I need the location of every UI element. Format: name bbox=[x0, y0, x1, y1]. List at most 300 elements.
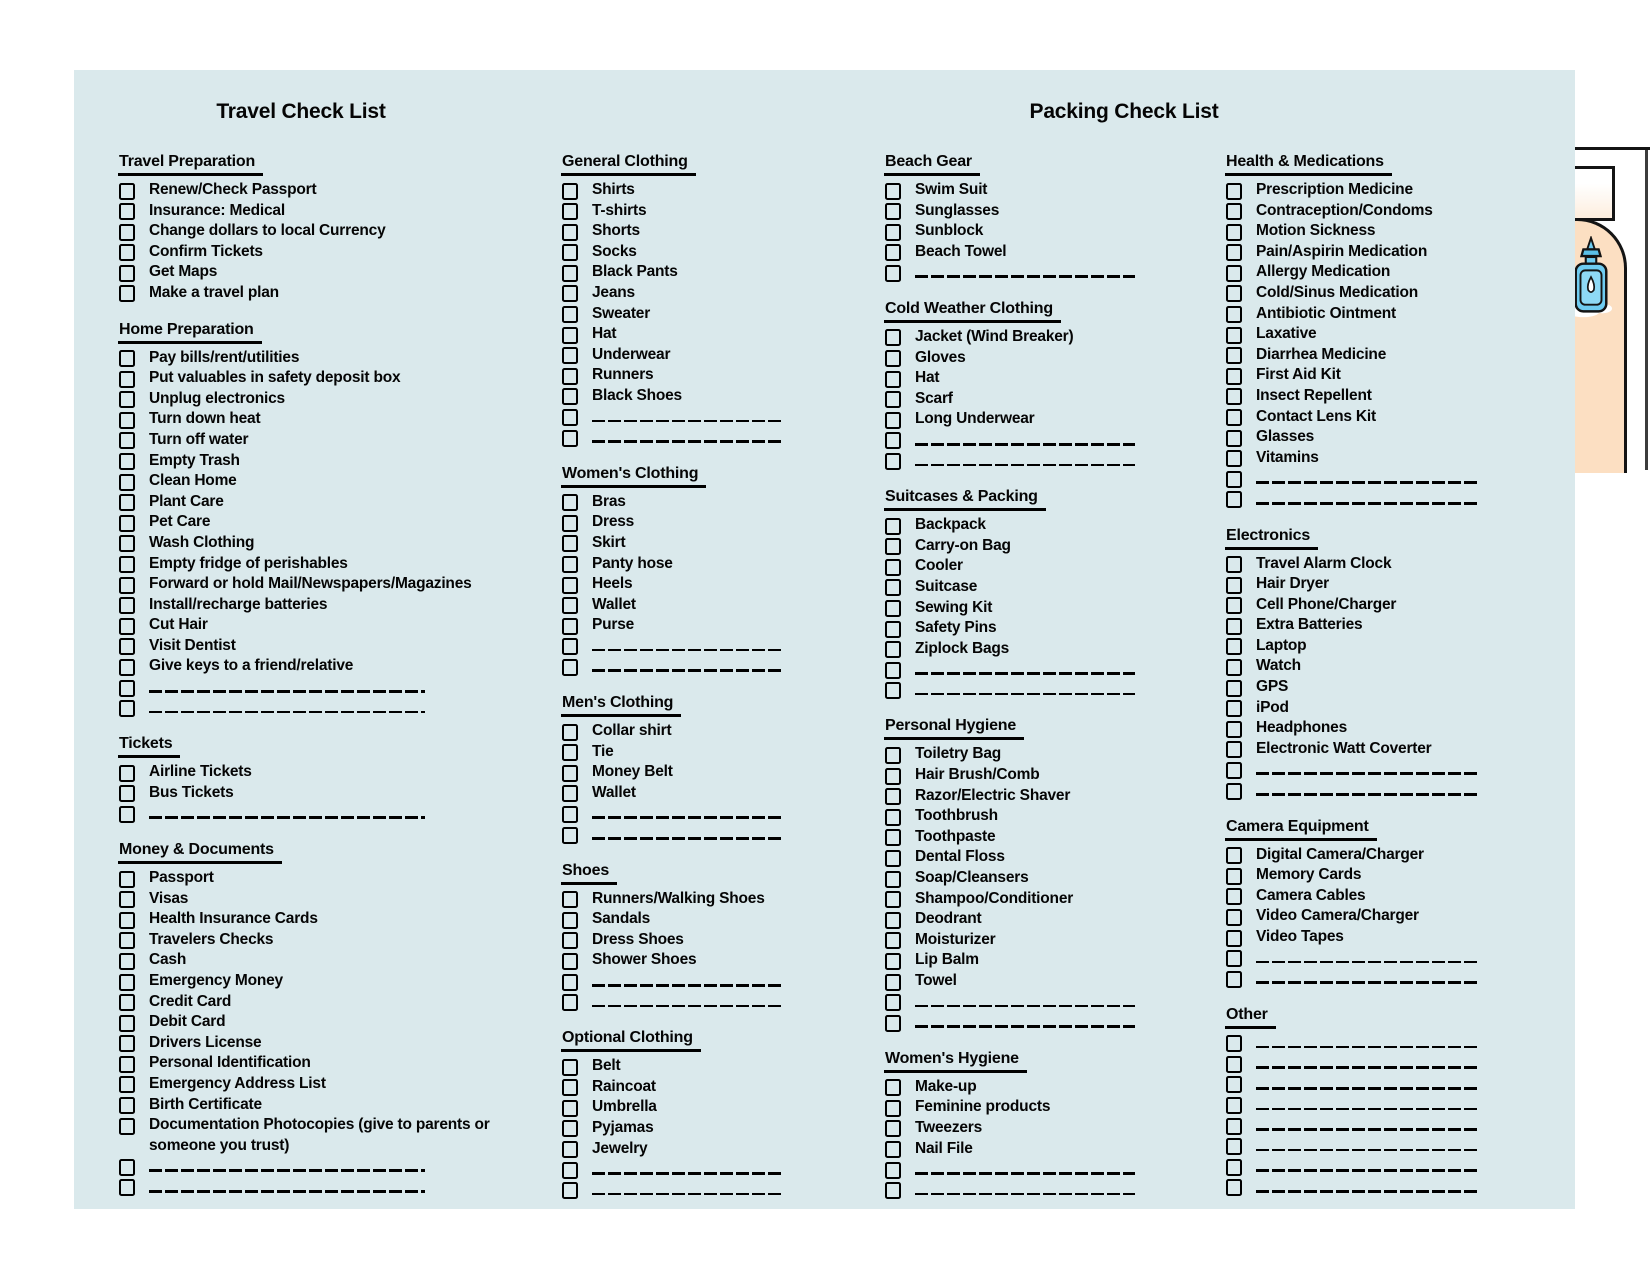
checklist-panel bbox=[74, 70, 1575, 1209]
checklist-item bbox=[118, 348, 538, 369]
checklist-item bbox=[561, 180, 823, 201]
checkbox-icon[interactable] bbox=[119, 932, 135, 949]
item-label: Toothbrush bbox=[915, 807, 998, 825]
checkbox-icon[interactable] bbox=[119, 680, 135, 697]
checkbox-icon[interactable] bbox=[1226, 244, 1242, 261]
checkbox-icon[interactable] bbox=[119, 432, 135, 449]
checklist-item bbox=[561, 1139, 823, 1160]
item-label: Cooler bbox=[915, 557, 963, 575]
checkbox-icon[interactable] bbox=[885, 203, 901, 220]
checkbox-icon[interactable] bbox=[562, 430, 578, 447]
checkbox-icon[interactable] bbox=[119, 974, 135, 991]
checkbox-icon[interactable] bbox=[562, 932, 578, 949]
checkbox-icon[interactable] bbox=[119, 953, 135, 970]
checklist-item bbox=[118, 533, 538, 554]
checklist-item bbox=[1225, 845, 1507, 866]
checkbox-icon[interactable] bbox=[885, 538, 901, 555]
checkbox-icon[interactable] bbox=[119, 183, 135, 200]
checkbox-icon[interactable] bbox=[885, 371, 901, 388]
checkbox-icon[interactable] bbox=[885, 518, 901, 535]
item-label: Pain/Aspirin Medication bbox=[1256, 242, 1428, 260]
fill-in-blank-line bbox=[1256, 1169, 1478, 1172]
checkbox-icon[interactable] bbox=[562, 806, 578, 823]
checkbox-icon[interactable] bbox=[562, 183, 578, 200]
checkbox-icon[interactable] bbox=[1226, 638, 1242, 655]
checkbox-icon[interactable] bbox=[562, 659, 578, 676]
checklist-item bbox=[118, 868, 538, 889]
checkbox-icon[interactable] bbox=[885, 747, 901, 764]
blank-checklist-item bbox=[884, 1180, 1156, 1201]
item-label: Dental Floss bbox=[915, 848, 1005, 866]
item-label: Headphones bbox=[1256, 719, 1348, 737]
blank-checklist-item bbox=[1225, 1177, 1507, 1198]
checkbox-icon[interactable] bbox=[119, 224, 135, 241]
section bbox=[561, 464, 823, 677]
item-label: Nail File bbox=[915, 1139, 973, 1157]
checkbox-icon[interactable] bbox=[119, 1035, 135, 1052]
item-label: Dress bbox=[592, 513, 635, 531]
checklist-item bbox=[118, 1033, 538, 1054]
checkbox-icon[interactable] bbox=[1226, 950, 1242, 967]
checkbox-icon[interactable] bbox=[885, 1100, 901, 1117]
checkbox-icon[interactable] bbox=[885, 183, 901, 200]
item-label: Jacket (Wind Breaker) bbox=[915, 327, 1074, 345]
checkbox-icon[interactable] bbox=[562, 556, 578, 573]
checklist-item bbox=[1225, 636, 1507, 657]
fill-in-blank-line bbox=[592, 440, 783, 443]
checkbox-icon[interactable] bbox=[885, 912, 901, 929]
item-label: Runners bbox=[592, 366, 654, 384]
item-label: iPod bbox=[1256, 698, 1289, 716]
checkbox-icon[interactable] bbox=[1226, 597, 1242, 614]
checkbox-icon[interactable] bbox=[562, 388, 578, 405]
checkbox-icon[interactable] bbox=[119, 1097, 135, 1114]
checkbox-icon[interactable] bbox=[885, 1162, 901, 1179]
checkbox-icon[interactable] bbox=[885, 329, 901, 346]
checkbox-icon[interactable] bbox=[562, 1141, 578, 1158]
checkbox-icon[interactable] bbox=[119, 638, 135, 655]
item-label: Money Belt bbox=[592, 763, 673, 781]
checkbox-icon[interactable] bbox=[562, 1182, 578, 1199]
item-label: Long Underwear bbox=[915, 410, 1035, 428]
checkbox-icon[interactable] bbox=[885, 559, 901, 576]
checkbox-icon[interactable] bbox=[119, 244, 135, 261]
checkbox-icon[interactable] bbox=[119, 806, 135, 823]
checkbox-icon[interactable] bbox=[119, 453, 135, 470]
item-label: Allergy Medication bbox=[1256, 263, 1391, 281]
checkbox-icon[interactable] bbox=[119, 515, 135, 532]
fill-in-blank-line bbox=[1256, 1128, 1478, 1131]
section bbox=[884, 1049, 1156, 1201]
checkbox-icon[interactable] bbox=[562, 327, 578, 344]
blank-checklist-item bbox=[561, 407, 823, 428]
checkbox-icon[interactable] bbox=[119, 871, 135, 888]
checklist-item bbox=[1225, 698, 1507, 719]
checkbox-icon[interactable] bbox=[562, 1059, 578, 1076]
checkbox-icon[interactable] bbox=[562, 409, 578, 426]
item-label: Drivers License bbox=[149, 1033, 262, 1051]
fill-in-blank-line bbox=[592, 816, 783, 819]
checkbox-icon[interactable] bbox=[885, 224, 901, 241]
item-label: T-shirts bbox=[592, 201, 647, 219]
checkbox-icon[interactable] bbox=[885, 891, 901, 908]
checkbox-icon[interactable] bbox=[885, 788, 901, 805]
checkbox-icon[interactable] bbox=[1226, 1076, 1242, 1093]
checkbox-icon[interactable] bbox=[562, 765, 578, 782]
fill-in-blank-line bbox=[1256, 793, 1478, 796]
checkbox-icon[interactable] bbox=[1226, 430, 1242, 447]
checkbox-icon[interactable] bbox=[119, 994, 135, 1011]
checkbox-icon[interactable] bbox=[562, 203, 578, 220]
checkbox-icon[interactable] bbox=[562, 1120, 578, 1137]
fill-in-blank-line bbox=[1256, 1149, 1478, 1152]
blank-checklist-item bbox=[884, 1159, 1156, 1180]
checkbox-icon[interactable] bbox=[1226, 783, 1242, 800]
checkbox-icon[interactable] bbox=[119, 494, 135, 511]
item-label: Deodrant bbox=[915, 910, 982, 928]
checkbox-icon[interactable] bbox=[562, 974, 578, 991]
checklist-item bbox=[561, 386, 823, 407]
checkbox-icon[interactable] bbox=[119, 285, 135, 302]
item-label: Bus Tickets bbox=[149, 783, 234, 801]
checklist-item bbox=[118, 389, 538, 410]
checklist-item bbox=[561, 304, 823, 325]
fill-in-blank-line bbox=[1256, 1066, 1478, 1069]
checkbox-icon[interactable] bbox=[885, 809, 901, 826]
checklist-item bbox=[884, 598, 1156, 619]
item-label: Plant Care bbox=[149, 492, 224, 510]
item-label: Personal Identification bbox=[149, 1054, 311, 1072]
checkbox-icon[interactable] bbox=[1226, 183, 1242, 200]
checkbox-icon[interactable] bbox=[885, 1015, 901, 1032]
item-label: Sunglasses bbox=[915, 201, 1000, 219]
checkbox-icon[interactable] bbox=[119, 597, 135, 614]
section-title: Beach Gear bbox=[884, 152, 980, 176]
checkbox-icon[interactable] bbox=[119, 474, 135, 491]
checkbox-icon[interactable] bbox=[1226, 1118, 1242, 1135]
checkbox-icon[interactable] bbox=[1226, 450, 1242, 467]
checkbox-icon[interactable] bbox=[1226, 577, 1242, 594]
item-label: Dress Shoes bbox=[592, 930, 684, 948]
blank-checklist-item bbox=[1225, 968, 1507, 989]
checkbox-icon[interactable] bbox=[562, 224, 578, 241]
checkbox-icon[interactable] bbox=[1226, 491, 1242, 508]
item-label: Feminine products bbox=[915, 1098, 1051, 1116]
item-label: Insect Repellent bbox=[1256, 386, 1372, 404]
blank-checklist-item bbox=[1225, 1074, 1507, 1095]
section bbox=[561, 861, 823, 1013]
checkbox-icon[interactable] bbox=[119, 659, 135, 676]
checkbox-icon[interactable] bbox=[562, 827, 578, 844]
item-label: Digital Camera/Charger bbox=[1256, 845, 1424, 863]
item-label: Sewing Kit bbox=[915, 598, 993, 616]
checkbox-icon[interactable] bbox=[1226, 306, 1242, 323]
checkbox-icon[interactable] bbox=[562, 347, 578, 364]
item-label: Beach Towel bbox=[915, 242, 1007, 260]
checkbox-icon[interactable] bbox=[885, 350, 901, 367]
item-label: Moisturizer bbox=[915, 930, 996, 948]
checkbox-icon[interactable] bbox=[885, 391, 901, 408]
checkbox-icon[interactable] bbox=[1226, 327, 1242, 344]
item-label: Shorts bbox=[592, 222, 640, 240]
item-label: Change dollars to local Currency bbox=[149, 222, 386, 240]
blank-checklist-item bbox=[884, 430, 1156, 451]
checkbox-icon[interactable] bbox=[562, 912, 578, 929]
checklist-item bbox=[1225, 221, 1507, 242]
checkbox-icon[interactable] bbox=[1226, 265, 1242, 282]
checkbox-icon[interactable] bbox=[562, 994, 578, 1011]
checkbox-icon[interactable] bbox=[1226, 368, 1242, 385]
checkbox-icon[interactable] bbox=[885, 768, 901, 785]
checkbox-icon[interactable] bbox=[1226, 556, 1242, 573]
checkbox-icon[interactable] bbox=[1226, 203, 1242, 220]
checkbox-icon[interactable] bbox=[119, 412, 135, 429]
checkbox-icon[interactable] bbox=[119, 371, 135, 388]
fill-in-blank-line bbox=[1256, 1108, 1478, 1111]
item-label: Pet Care bbox=[149, 513, 211, 531]
checkbox-icon[interactable] bbox=[562, 597, 578, 614]
item-label: Contact Lens Kit bbox=[1256, 407, 1376, 425]
checkbox-icon[interactable] bbox=[562, 244, 578, 261]
checkbox-icon[interactable] bbox=[562, 368, 578, 385]
checkbox-icon[interactable] bbox=[885, 953, 901, 970]
checkbox-icon[interactable] bbox=[1226, 659, 1242, 676]
item-label: Renew/Check Passport bbox=[149, 181, 317, 198]
checkbox-icon[interactable] bbox=[1226, 930, 1242, 947]
checkbox-icon[interactable] bbox=[885, 994, 901, 1011]
fill-in-blank-line bbox=[149, 711, 425, 714]
checkbox-icon[interactable] bbox=[885, 1120, 901, 1137]
blank-checklist-item bbox=[561, 656, 823, 677]
checkbox-icon[interactable] bbox=[885, 871, 901, 888]
checkbox-icon[interactable] bbox=[562, 891, 578, 908]
checklist-item bbox=[884, 744, 1156, 765]
fill-in-blank-line bbox=[1256, 481, 1478, 484]
checkbox-icon[interactable] bbox=[119, 891, 135, 908]
item-label: Contraception/Condoms bbox=[1256, 201, 1433, 219]
item-label: Antibiotic Ointment bbox=[1256, 304, 1396, 322]
checkbox-icon[interactable] bbox=[119, 1179, 135, 1196]
item-label: Visas bbox=[149, 889, 189, 907]
checkbox-icon[interactable] bbox=[119, 700, 135, 717]
fill-in-blank-line bbox=[1256, 1190, 1478, 1193]
blank-checklist-item bbox=[884, 451, 1156, 472]
blank-checklist-item bbox=[884, 1012, 1156, 1033]
section-title: General Clothing bbox=[561, 152, 696, 176]
checkbox-icon[interactable] bbox=[885, 579, 901, 596]
checkbox-icon[interactable] bbox=[562, 618, 578, 635]
checkbox-icon[interactable] bbox=[119, 265, 135, 282]
checklist-item bbox=[118, 574, 538, 595]
checklist-item bbox=[118, 992, 538, 1013]
checkbox-icon[interactable] bbox=[885, 932, 901, 949]
checkbox-icon[interactable] bbox=[885, 265, 901, 282]
section bbox=[118, 152, 538, 304]
checkbox-icon[interactable] bbox=[885, 621, 901, 638]
checkbox-icon[interactable] bbox=[1226, 409, 1242, 426]
checklist-item bbox=[561, 615, 823, 636]
checkbox-icon[interactable] bbox=[119, 1159, 135, 1176]
checkbox-icon[interactable] bbox=[885, 1182, 901, 1199]
checklist-item bbox=[118, 492, 538, 513]
checklist-item bbox=[561, 221, 823, 242]
checkbox-icon[interactable] bbox=[1226, 1138, 1242, 1155]
checkbox-icon[interactable] bbox=[119, 1015, 135, 1032]
blank-checklist-item bbox=[1225, 489, 1507, 510]
checkbox-icon[interactable] bbox=[562, 724, 578, 741]
item-label: Sandals bbox=[592, 910, 651, 928]
checkbox-icon[interactable] bbox=[1226, 741, 1242, 758]
checkbox-icon[interactable] bbox=[885, 682, 901, 699]
checkbox-icon[interactable] bbox=[1226, 1056, 1242, 1073]
checklist-item bbox=[884, 909, 1156, 930]
checkbox-icon[interactable] bbox=[562, 285, 578, 302]
blank-checklist-item bbox=[1225, 948, 1507, 969]
checklist-item bbox=[884, 368, 1156, 389]
blank-checklist-item bbox=[1225, 1033, 1507, 1054]
checkbox-icon[interactable] bbox=[562, 1100, 578, 1117]
blank-checklist-item bbox=[118, 1156, 538, 1177]
blank-checklist-item bbox=[1225, 1053, 1507, 1074]
checkbox-icon[interactable] bbox=[562, 515, 578, 532]
checkbox-icon[interactable] bbox=[119, 577, 135, 594]
checkbox-icon[interactable] bbox=[885, 662, 901, 679]
item-label: Tie bbox=[592, 742, 614, 760]
checklist-item bbox=[561, 324, 823, 345]
checkbox-icon[interactable] bbox=[885, 244, 901, 261]
checklist-item bbox=[561, 909, 823, 930]
checkbox-icon[interactable] bbox=[1226, 224, 1242, 241]
checkbox-icon[interactable] bbox=[1226, 1097, 1242, 1114]
blank-checklist-item bbox=[1225, 1136, 1507, 1157]
item-label: Laptop bbox=[1256, 636, 1307, 654]
checkbox-icon[interactable] bbox=[119, 1076, 135, 1093]
checklist-item bbox=[118, 1074, 538, 1095]
checkbox-icon[interactable] bbox=[562, 535, 578, 552]
checklist-item bbox=[118, 636, 538, 657]
checkbox-icon[interactable] bbox=[562, 953, 578, 970]
checkbox-icon[interactable] bbox=[885, 1141, 901, 1158]
checkbox-icon[interactable] bbox=[562, 638, 578, 655]
checklist-item bbox=[561, 533, 823, 554]
checkbox-icon[interactable] bbox=[1226, 888, 1242, 905]
checklist-item bbox=[884, 348, 1156, 369]
checkbox-icon[interactable] bbox=[562, 1162, 578, 1179]
checkbox-icon[interactable] bbox=[119, 556, 135, 573]
checkbox-icon[interactable] bbox=[1226, 347, 1242, 364]
checklist-item bbox=[1225, 386, 1507, 407]
item-label: Towel bbox=[915, 972, 957, 989]
item-label: First Aid Kit bbox=[1256, 366, 1341, 384]
checkbox-icon[interactable] bbox=[1226, 762, 1242, 779]
checkbox-icon[interactable] bbox=[119, 1118, 135, 1135]
checklist-item bbox=[561, 1056, 823, 1077]
checkbox-icon[interactable] bbox=[1226, 847, 1242, 864]
section-title: Suitcases & Packing bbox=[884, 487, 1046, 511]
item-label: Emergency Money bbox=[149, 972, 283, 989]
item-label: Diarrhea Medicine bbox=[1256, 345, 1387, 363]
checkbox-icon[interactable] bbox=[119, 912, 135, 929]
checklist-item bbox=[1225, 865, 1507, 886]
checkbox-icon[interactable] bbox=[1226, 388, 1242, 405]
checkbox-icon[interactable] bbox=[119, 535, 135, 552]
checkbox-icon[interactable] bbox=[119, 203, 135, 220]
checklist-item bbox=[561, 574, 823, 595]
checkbox-icon[interactable] bbox=[1226, 285, 1242, 302]
item-label: Wash Clothing bbox=[149, 533, 255, 551]
section-title: Optional Clothing bbox=[561, 1028, 701, 1052]
checkbox-icon[interactable] bbox=[1226, 471, 1242, 488]
checkbox-icon[interactable] bbox=[1226, 868, 1242, 885]
item-label: Visit Dentist bbox=[149, 636, 236, 654]
checkbox-icon[interactable] bbox=[119, 1056, 135, 1073]
checkbox-icon[interactable] bbox=[885, 641, 901, 658]
checklist-item bbox=[1225, 615, 1507, 636]
checklist-item bbox=[118, 180, 538, 201]
checkbox-icon[interactable] bbox=[885, 432, 901, 449]
checklist-item bbox=[884, 221, 1156, 242]
checkbox-icon[interactable] bbox=[885, 829, 901, 846]
checklist-item bbox=[884, 536, 1156, 557]
item-label: Get Maps bbox=[149, 263, 218, 281]
checkbox-icon[interactable] bbox=[1226, 680, 1242, 697]
checklist-item bbox=[118, 554, 538, 575]
item-label: Cold/Sinus Medication bbox=[1256, 283, 1419, 301]
checkbox-icon[interactable] bbox=[562, 265, 578, 282]
checkbox-icon[interactable] bbox=[562, 744, 578, 761]
checkbox-icon[interactable] bbox=[1226, 1035, 1242, 1052]
checkbox-icon[interactable] bbox=[1226, 721, 1242, 738]
checkbox-icon[interactable] bbox=[562, 577, 578, 594]
checkbox-icon[interactable] bbox=[562, 1079, 578, 1096]
item-label: Black Shoes bbox=[592, 386, 682, 404]
checkbox-icon[interactable] bbox=[119, 785, 135, 802]
checkbox-icon[interactable] bbox=[1226, 1159, 1242, 1176]
item-label: Prescription Medicine bbox=[1256, 181, 1413, 198]
fill-in-blank-line bbox=[149, 1190, 425, 1193]
item-label: Electronic Watt Coverter bbox=[1256, 739, 1432, 757]
checkbox-icon[interactable] bbox=[885, 453, 901, 470]
checkbox-icon[interactable] bbox=[119, 765, 135, 782]
item-label: Toothpaste bbox=[915, 827, 996, 845]
checkbox-icon[interactable] bbox=[119, 618, 135, 635]
checklist-item bbox=[884, 618, 1156, 639]
checkbox-icon[interactable] bbox=[1226, 909, 1242, 926]
item-label: Travelers Checks bbox=[149, 930, 274, 948]
checkbox-icon[interactable] bbox=[885, 974, 901, 991]
checkbox-icon[interactable] bbox=[885, 1079, 901, 1096]
checkbox-icon[interactable] bbox=[562, 306, 578, 323]
item-label: Make a travel plan bbox=[149, 283, 279, 301]
checkbox-icon[interactable] bbox=[1226, 700, 1242, 717]
checkbox-icon[interactable] bbox=[119, 350, 135, 367]
checklist-item bbox=[884, 950, 1156, 971]
checkbox-icon[interactable] bbox=[562, 785, 578, 802]
checklist-column bbox=[1225, 152, 1507, 1198]
item-label: Airline Tickets bbox=[149, 763, 252, 781]
checkbox-icon[interactable] bbox=[1226, 1179, 1242, 1196]
checkbox-icon[interactable] bbox=[1226, 971, 1242, 988]
checkbox-icon[interactable] bbox=[885, 600, 901, 617]
item-label: Hair Dryer bbox=[1256, 575, 1329, 593]
item-label: Wallet bbox=[592, 595, 636, 613]
checkbox-icon[interactable] bbox=[1226, 618, 1242, 635]
checkbox-icon[interactable] bbox=[885, 850, 901, 867]
section bbox=[561, 1028, 823, 1200]
checkbox-icon[interactable] bbox=[119, 391, 135, 408]
checkbox-icon[interactable] bbox=[562, 494, 578, 511]
checkbox-icon[interactable] bbox=[885, 412, 901, 429]
